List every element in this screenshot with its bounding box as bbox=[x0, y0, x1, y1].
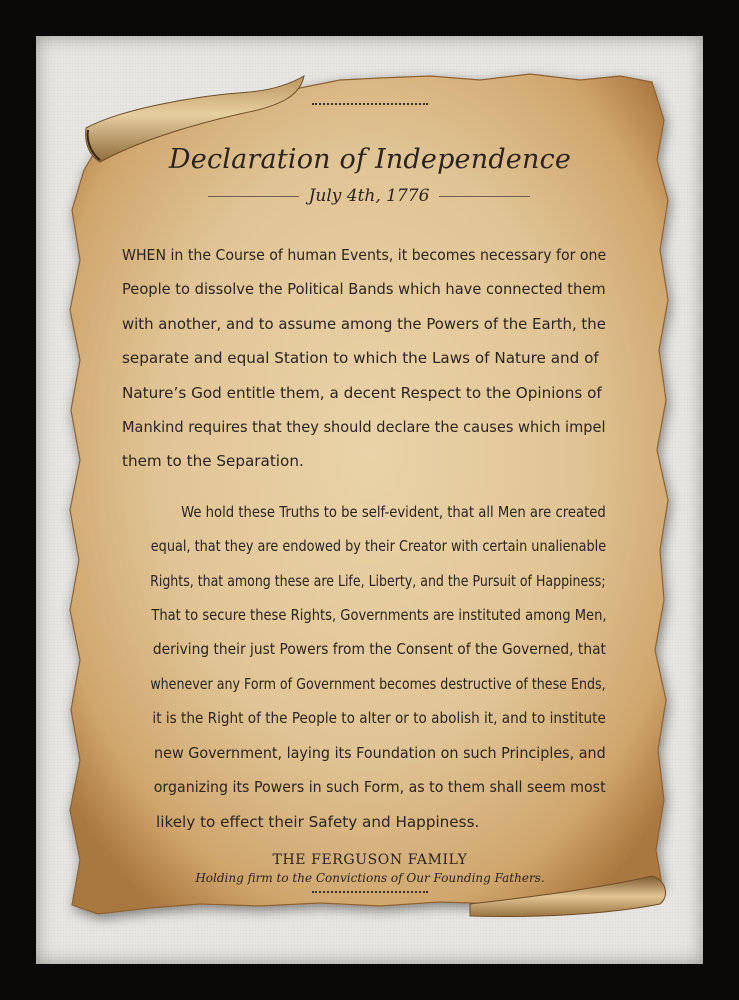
text-line: likely to effect their Safety and Happiness. bbox=[156, 812, 480, 831]
paragraph-1 bbox=[122, 238, 607, 479]
text-line: equal, that they are endowed by their Creator with certain unalienable bbox=[150, 537, 607, 556]
text-line: WHEN in the Course of human Events, it becomes necessary for one bbox=[122, 246, 607, 264]
date-rule-left bbox=[208, 196, 299, 197]
text-line: organizing its Powers in such Form, as to them shall seem most bbox=[153, 778, 606, 797]
text-line: them to the Separation. bbox=[122, 452, 304, 471]
top-dotted-ornament bbox=[312, 103, 428, 105]
document-title: Declaration of Independence bbox=[168, 144, 572, 175]
bottom-dotted-ornament bbox=[312, 891, 428, 893]
document-date: July 4th, 1776 bbox=[308, 186, 430, 206]
text-line: Rights, that among these are Life, Liberty, and the Pursuit of Happiness; bbox=[150, 571, 606, 590]
text-line: Nature’s God entitle them, a decent Respect to the Opinions of bbox=[122, 383, 602, 402]
declaration-text bbox=[122, 238, 607, 839]
text-line: We hold these Truths to be self-evident, that all Men are created bbox=[181, 502, 606, 521]
text-line: it is the Right of the People to alter or to abolish it, and to institute bbox=[152, 709, 606, 728]
text-line: Mankind requires that they should declare the causes which impel bbox=[122, 418, 606, 437]
date-rule-right bbox=[439, 196, 530, 197]
text-line: whenever any Form of Government becomes destructive of these Ends, bbox=[150, 674, 606, 693]
date-row bbox=[208, 184, 530, 208]
text-line: new Government, laying its Foundation on such Principles, and bbox=[154, 743, 606, 762]
text-line: with another, and to assume among the Powers of the Earth, the bbox=[122, 314, 606, 333]
text-line: deriving their just Powers from the Consent of the Governed, that bbox=[152, 640, 606, 659]
text-line: separate and equal Station to which the Laws of Nature and of bbox=[122, 349, 599, 368]
text-line: That to secure these Rights, Governments are instituted among Men, bbox=[151, 606, 607, 625]
paragraph-2 bbox=[122, 495, 607, 839]
family-name: THE FERGUSON FAMILY bbox=[272, 852, 468, 868]
family-motto: Holding firm to the Convictions of Our Founding Fathers. bbox=[195, 871, 545, 885]
text-line: People to dissolve the Political Bands which have connected them bbox=[122, 280, 606, 299]
